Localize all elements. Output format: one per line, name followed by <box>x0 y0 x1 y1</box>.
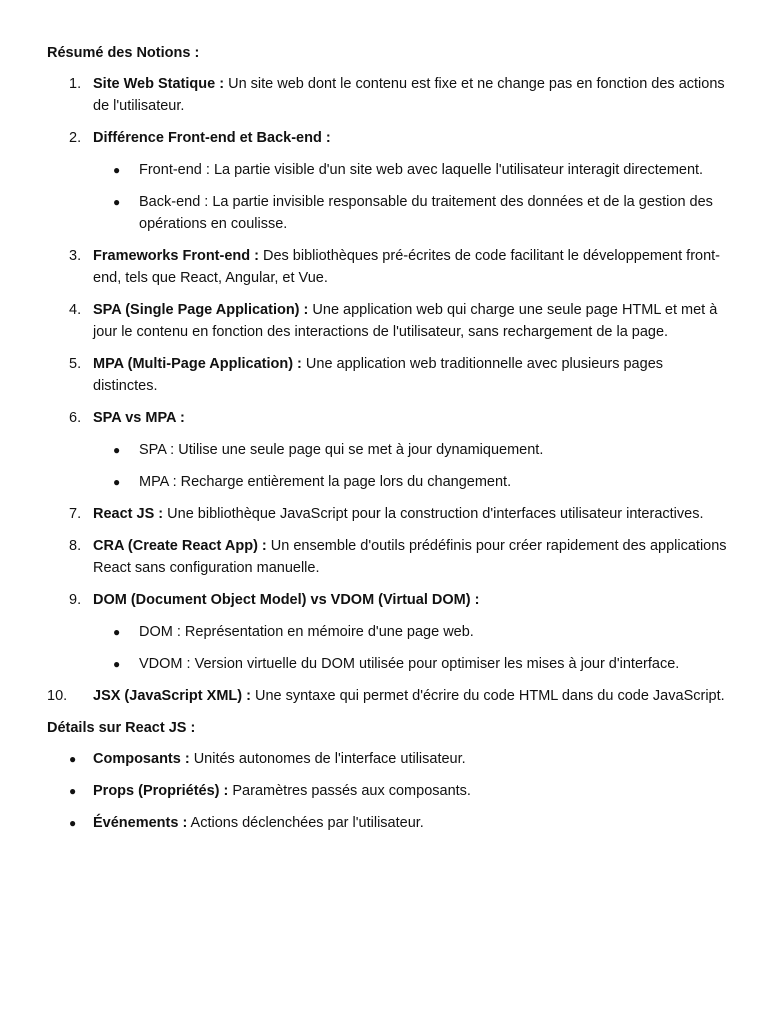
item-term: DOM (Document Object Model) vs VDOM (Virtual DOM) : <box>93 592 480 608</box>
bullet-icon: ● <box>113 625 121 639</box>
item-number: 10. <box>47 688 68 704</box>
bullet-icon: ● <box>113 443 121 457</box>
bullet-icon: ● <box>113 195 121 209</box>
list-item <box>47 535 728 579</box>
item-number: 6. <box>69 410 82 426</box>
list-item <box>47 353 728 397</box>
list-item <box>47 127 728 235</box>
list-item <box>47 748 728 770</box>
item-text: Unités autonomes de l'interface utilisateur. <box>189 751 466 767</box>
sub-list-item <box>93 471 728 493</box>
list-item <box>47 73 728 117</box>
item-number: 1. <box>69 76 82 92</box>
item-term: MPA (Multi-Page Application) : <box>93 356 302 372</box>
item-number: 7. <box>69 506 82 522</box>
item-term: React JS : <box>93 506 164 522</box>
bullet-icon: ● <box>69 816 77 830</box>
notions-list <box>47 73 728 707</box>
item-number: 3. <box>69 248 82 264</box>
list-item <box>47 780 728 802</box>
item-term: Props (Propriétés) : <box>93 783 229 799</box>
item-text: Paramètres passés aux composants. <box>228 783 471 799</box>
sub-item-text: MPA : Recharge entièrement la page lors du changement. <box>139 474 512 490</box>
sub-item-text: Back-end : La partie invisible responsable du traitement des données et de la gestion des opérations en coulisse. <box>139 194 713 232</box>
react-details-list <box>47 748 728 834</box>
item-text: Une application web qui charge une seule page HTML et met à jour le contenu en fonction des interactions de l'utilisateur, sans rechargement de la page. <box>93 302 718 340</box>
item-text: Une bibliothèque JavaScript pour la construction d'interfaces utilisateur interactives. <box>163 506 704 522</box>
item-term: SPA (Single Page Application) : <box>93 302 309 318</box>
item-term: Composants : <box>93 751 190 767</box>
sub-item-text: VDOM : Version virtuelle du DOM utilisée pour optimiser les mises à jour d'interface. <box>139 656 680 672</box>
list-item <box>47 589 728 675</box>
item-term: Site Web Statique : <box>93 76 225 92</box>
list-item <box>47 245 728 289</box>
bullet-icon: ● <box>113 475 121 489</box>
section-heading-react-details: Détails sur React JS : <box>47 720 196 736</box>
list-item <box>47 299 728 343</box>
sub-list-item <box>93 653 728 675</box>
item-text: Une application web traditionnelle avec plusieurs pages distinctes. <box>93 356 664 394</box>
item-term: CRA (Create React App) : <box>93 538 267 554</box>
sub-list-item <box>93 439 728 461</box>
item-number: 2. <box>69 130 82 146</box>
sub-list <box>93 439 728 493</box>
sub-list <box>93 621 728 675</box>
item-text: Une syntaxe qui permet d'écrire du code HTML dans du code JavaScript. <box>250 688 725 704</box>
sub-list <box>93 159 728 235</box>
sub-item-text: DOM : Représentation en mémoire d'une page web. <box>139 624 474 640</box>
item-number: 9. <box>69 592 82 608</box>
item-text: Des bibliothèques pré-écrites de code facilitant le développement front-end, tels que React, Angular, et Vue. <box>93 248 721 286</box>
sub-list-item <box>93 621 728 643</box>
item-term: Événements : <box>93 815 188 831</box>
sub-item-text: SPA : Utilise une seule page qui se met à jour dynamiquement. <box>139 442 544 458</box>
section-heading-summary: Résumé des Notions : <box>47 45 200 61</box>
bullet-icon: ● <box>113 657 121 671</box>
list-item <box>47 503 728 525</box>
list-item <box>47 407 728 493</box>
item-text: Un site web dont le contenu est fixe et ne change pas en fonction des actions de l'utilisateur. <box>93 76 725 114</box>
item-term: Différence Front-end et Back-end : <box>93 130 331 146</box>
list-item <box>47 812 728 834</box>
sub-list-item <box>93 191 728 235</box>
item-text: Un ensemble d'outils prédéfinis pour créer rapidement des applications React sans configuration manuelle. <box>93 538 727 576</box>
item-text: Actions déclenchées par l'utilisateur. <box>187 815 424 831</box>
item-term: SPA vs MPA : <box>93 410 185 426</box>
item-term: Frameworks Front-end : <box>93 248 259 264</box>
item-number: 4. <box>69 302 82 318</box>
bullet-icon: ● <box>113 163 121 177</box>
bullet-icon: ● <box>69 784 77 798</box>
item-number: 5. <box>69 356 82 372</box>
item-term: JSX (JavaScript XML) : <box>93 688 251 704</box>
list-item <box>47 685 728 707</box>
sub-item-text: Front-end : La partie visible d'un site web avec laquelle l'utilisateur interagit directement. <box>139 162 704 178</box>
sub-list-item <box>93 159 728 181</box>
bullet-icon: ● <box>69 752 77 766</box>
item-number: 8. <box>69 538 82 554</box>
